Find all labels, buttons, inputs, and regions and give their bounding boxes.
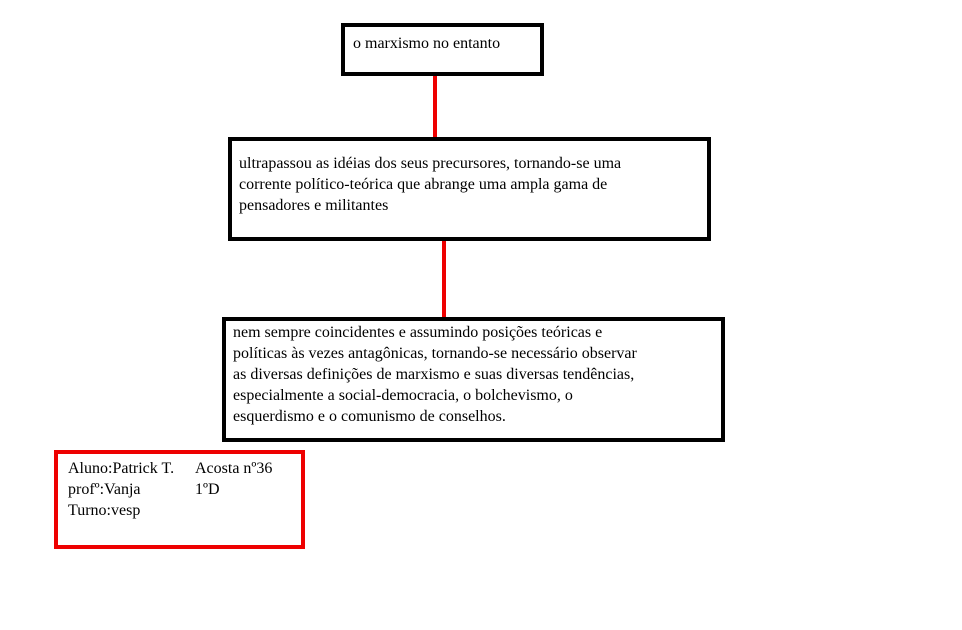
student-name-line <box>68 458 272 479</box>
class-value: 1ºD <box>195 481 220 498</box>
student-name-label: Aluno:Patrick T. <box>68 460 175 477</box>
node-middle-line: ultrapassou as idéias dos seus precursores, tornando-se uma <box>239 155 622 172</box>
node-top-line: o marxismo no entanto <box>353 35 501 52</box>
node-bottom-line: esquerdismo e o comunismo de conselhos. <box>233 408 506 425</box>
node-top <box>341 23 544 76</box>
node-bottom-line: as diversas definições de marxismo e suas diversas tendências, <box>233 366 635 383</box>
node-bottom-line: nem sempre coincidentes e assumindo posições teóricas e <box>233 324 603 341</box>
node-bottom <box>222 317 725 442</box>
teacher-label: profº:Vanja <box>68 481 141 498</box>
node-middle-line: pensadores e militantes <box>239 197 389 214</box>
shift-line <box>68 500 140 521</box>
teacher-line <box>68 479 220 500</box>
node-middle <box>228 137 711 241</box>
connector-middle-to-bottom <box>442 241 446 317</box>
node-middle-line: corrente político-teórica que abrange uma ampla gama de <box>239 176 608 193</box>
student-info-box <box>54 450 305 549</box>
connector-top-to-middle <box>433 76 437 137</box>
node-bottom-line: políticas às vezes antagônicas, tornando-se necessário observar <box>233 345 637 362</box>
shift-label: Turno:vesp <box>68 502 141 519</box>
node-bottom-line: especialmente a social-democracia, o bolchevismo, o <box>233 387 573 404</box>
student-name-value: Acosta nº36 <box>195 460 273 477</box>
